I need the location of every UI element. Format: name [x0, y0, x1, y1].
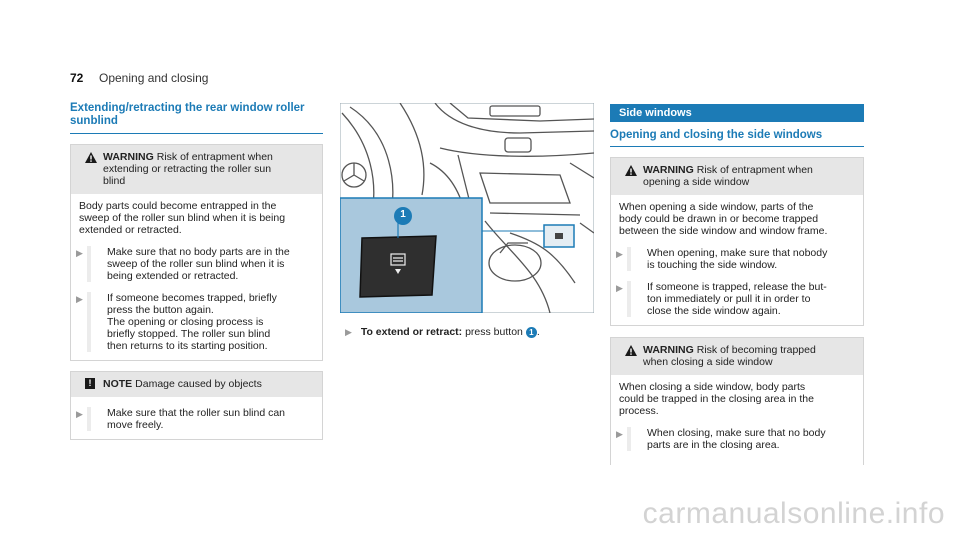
- note-box: [70, 371, 323, 440]
- warning-heading-text: blind: [103, 175, 126, 187]
- warning-heading: [71, 145, 322, 194]
- text-line: parts are in the closing area.: [647, 439, 780, 451]
- illustration: [340, 103, 594, 313]
- warning-box: [610, 157, 864, 326]
- warning-label: WARNING: [103, 151, 154, 163]
- warning-body: [611, 375, 863, 417]
- section-title-line: sunblind: [70, 115, 118, 127]
- text-line: Make sure that the roller sun blind can: [107, 407, 286, 419]
- text-line: ton immediately or pull it in order to: [647, 293, 811, 305]
- text-line: sweep of the roller sun blind when it is being: [79, 212, 286, 224]
- warning-heading-text: Risk of becoming trapped: [696, 344, 816, 356]
- section-title-line: Extending/retracting the rear window roller: [70, 102, 305, 114]
- warning-heading-text: extending or retracting the roller sun: [103, 163, 272, 175]
- text-line: If someone is trapped, release the but-: [647, 281, 827, 293]
- arrow-right-icon: ▶: [616, 283, 623, 293]
- watermark: carmanualsonline.info: [642, 497, 945, 530]
- warning-box: [610, 337, 864, 465]
- text-line: process.: [619, 405, 659, 417]
- right-column: [610, 104, 864, 465]
- note-label: NOTE: [103, 378, 133, 390]
- text-line: body could be drawn in or become trapped: [619, 213, 819, 225]
- arrow-right-icon: ▶: [616, 429, 623, 439]
- text-line: When closing, make sure that no body: [647, 427, 826, 439]
- illustration-caption: [345, 326, 595, 338]
- text-line: Body parts could become entrapped in the: [79, 200, 277, 212]
- caption-bold: To extend or retract:: [360, 326, 463, 338]
- warning-triangle-icon: [85, 152, 97, 163]
- warning-heading-text: Risk of entrapment when: [156, 151, 273, 163]
- text-line: The opening or closing process is: [107, 316, 264, 328]
- note-heading-text: Damage caused by objects: [135, 378, 262, 390]
- text-line: When opening, make sure that nobody: [647, 247, 828, 259]
- bullet-item: [76, 292, 314, 352]
- center-console-illustration: [340, 103, 594, 313]
- caption-end: .: [536, 326, 540, 338]
- bullet-item: [76, 407, 314, 431]
- warning-body: [71, 194, 322, 236]
- warning-label: WARNING: [643, 344, 694, 356]
- caption-text: press button: [465, 326, 523, 338]
- arrow-right-icon: ▶: [76, 248, 83, 258]
- warning-label: WARNING: [643, 164, 694, 176]
- text-line: press the button again.: [107, 304, 214, 316]
- text-line: close the side window again.: [647, 305, 781, 317]
- title-rule: [70, 133, 323, 134]
- text-line: could be trapped in the closing area in the: [619, 393, 814, 405]
- arrow-right-icon: ▶: [616, 249, 623, 259]
- page-number: 72: [70, 71, 84, 85]
- text-line: extended or retracted.: [79, 224, 182, 236]
- warning-body: [611, 195, 863, 237]
- warning-box: [70, 144, 323, 361]
- bullet-item: [616, 427, 855, 451]
- button-number-badge: 1: [526, 327, 537, 338]
- left-column: [70, 102, 323, 440]
- text-line: move freely.: [107, 419, 164, 431]
- bullet-item: [616, 247, 855, 271]
- warning-heading-text: when closing a side window: [643, 356, 773, 368]
- arrow-right-icon: ▶: [345, 327, 352, 337]
- arrow-right-icon: ▶: [76, 294, 83, 304]
- bullet-item: [76, 246, 314, 282]
- text-line: When opening a side window, parts of the: [619, 201, 814, 213]
- note-heading: [71, 372, 322, 397]
- section-title: [70, 102, 323, 128]
- text-line: is touching the side window.: [647, 259, 778, 271]
- subsection-title: Opening and closing the side windows: [610, 129, 823, 141]
- section-bar-side-windows: Side windows: [610, 104, 864, 122]
- exclamation-icon: !: [85, 378, 95, 389]
- text-line: then returns to its starting position.: [107, 340, 268, 352]
- title-rule: [610, 146, 864, 147]
- text-line: sweep of the roller sun blind when it is: [107, 258, 285, 270]
- page-header-title: Opening and closing: [99, 71, 209, 85]
- text-line: Make sure that no body parts are in the: [107, 246, 290, 258]
- text-line: If someone becomes trapped, briefly: [107, 292, 277, 304]
- bullet-item: [616, 281, 855, 317]
- warning-triangle-icon: [625, 165, 637, 176]
- text-line: When closing a side window, body parts: [619, 381, 806, 393]
- warning-heading: [611, 338, 863, 375]
- text-line: briefly stopped. The roller sun blind: [107, 328, 271, 340]
- warning-heading-text: opening a side window: [643, 176, 750, 188]
- warning-heading: [611, 158, 863, 195]
- warning-triangle-icon: [625, 345, 637, 356]
- text-line: between the side window and window frame.: [619, 225, 828, 237]
- warning-heading-text: Risk of entrapment when: [696, 164, 813, 176]
- text-line: being extended or retracted.: [107, 270, 239, 282]
- arrow-right-icon: ▶: [76, 409, 83, 419]
- callout-number: 1: [400, 209, 406, 220]
